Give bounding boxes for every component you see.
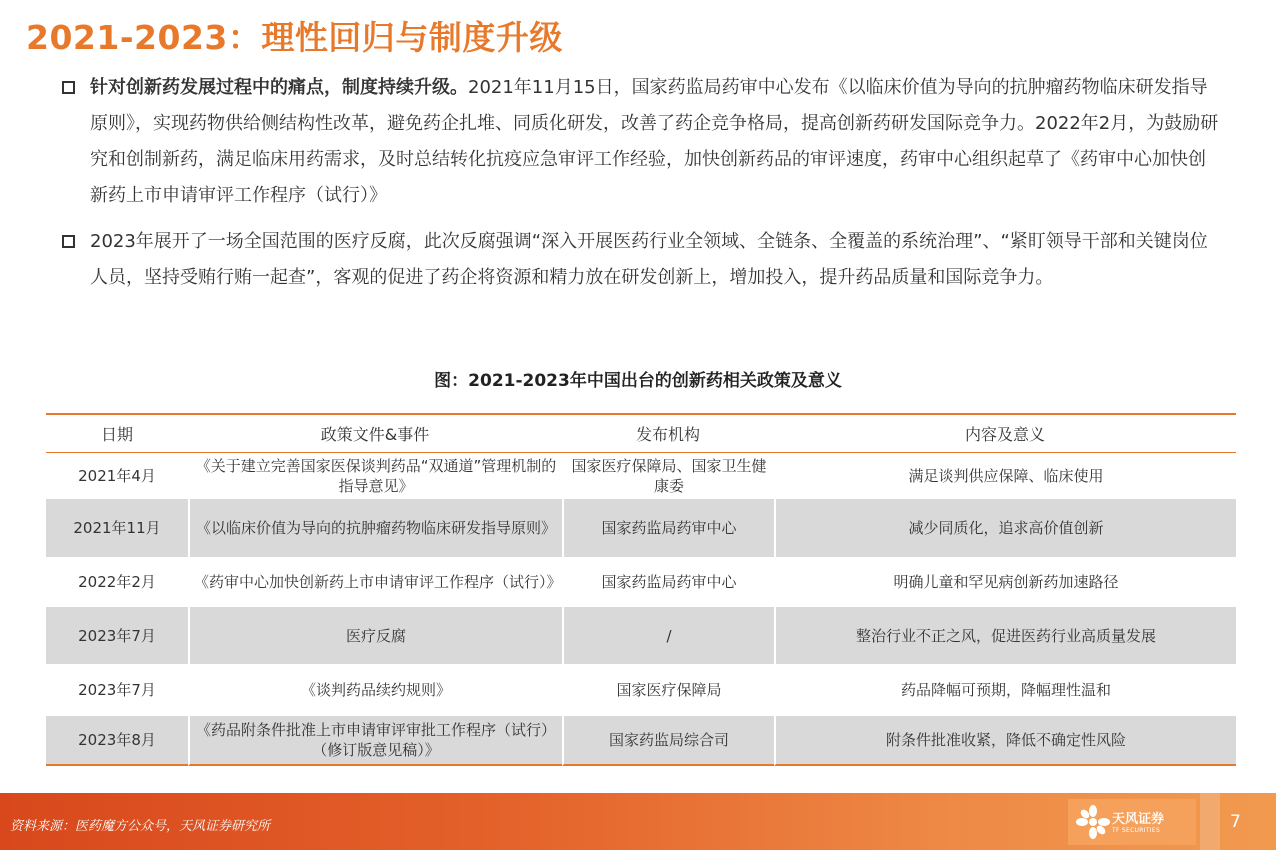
company-logo <box>1068 799 1196 845</box>
logo-text-cn: 天风证券 <box>1112 812 1165 827</box>
cell-policy: 《以临床价值为导向的抗肿瘤药物临床研发指导原则》 <box>188 499 562 557</box>
cell-issuer: 国家药监局药审中心 <box>562 557 774 607</box>
header-policy: 政策文件&事件 <box>188 413 562 453</box>
cell-significance: 整治行业不正之风，促进医药行业高质量发展 <box>774 607 1236 664</box>
cell-issuer: / <box>562 607 774 664</box>
bullet-list <box>60 70 1220 296</box>
footer-divider <box>1200 793 1220 850</box>
cell-date: 2021年11月 <box>46 499 188 557</box>
cell-policy: 《药审中心加快创新药上市申请审评工作程序（试行）》 <box>188 557 562 607</box>
cell-policy: 《药品附条件批准上市申请审评审批工作程序（试行）（修订版意见稿）》 <box>188 716 562 766</box>
figure-caption: 图：2021-2023年中国出台的创新药相关政策及意义 <box>434 371 842 391</box>
logo-text-en: TF SECURITIES <box>1112 827 1161 834</box>
cell-issuer: 国家医疗保障局 <box>562 664 774 716</box>
table-row <box>46 664 1236 716</box>
table-header-row <box>46 413 1236 453</box>
bullet-text: 2023年展开了一场全国范围的医疗反腐，此次反腐强调“深入开展医药行业全领域、全链条、全覆盖的系统治理”、“紧盯领导干部和关键岗位人员，坚持受贿行贿一起查”，客观的促进了药企将资源和精力放在研发创新上，增加投入，提升药品质量和国际竞争力。 <box>90 231 1208 288</box>
square-bullet-icon <box>62 235 75 248</box>
table-row <box>46 557 1236 607</box>
policy-table <box>46 413 1236 766</box>
flower-logo-icon <box>1076 805 1110 839</box>
header-significance: 内容及意义 <box>774 413 1236 453</box>
bullet-item <box>60 224 1220 296</box>
page-title: 2021-2023：理性回归与制度升级 <box>26 18 563 57</box>
table-row <box>46 716 1236 766</box>
table-row <box>46 453 1236 499</box>
cell-significance: 减少同质化，追求高价值创新 <box>774 499 1236 557</box>
cell-date: 2023年7月 <box>46 607 188 664</box>
table-row <box>46 607 1236 664</box>
header-date: 日期 <box>46 413 188 453</box>
cell-significance: 满足谈判供应保障、临床使用 <box>774 453 1236 499</box>
cell-policy: 《谈判药品续约规则》 <box>188 664 562 716</box>
cell-date: 2021年4月 <box>78 467 156 485</box>
cell-significance: 明确儿童和罕见病创新药加速路径 <box>774 557 1236 607</box>
bullet-lead: 针对创新药发展过程中的痛点，制度持续升级。 <box>90 77 468 98</box>
cell-policy: 医疗反腐 <box>188 607 562 664</box>
cell-issuer: 国家药监局综合司 <box>562 716 774 766</box>
cell-date: 2023年8月 <box>46 716 188 766</box>
footer-bar <box>0 793 1276 850</box>
cell-date: 2023年7月 <box>78 681 156 699</box>
table-row <box>46 499 1236 557</box>
cell-significance: 药品降幅可预期，降幅理性温和 <box>774 664 1236 716</box>
square-bullet-icon <box>62 81 75 94</box>
bullet-text: 2021年11月15日，国家药监局药审中心发布《以临床价值为导向的抗肿瘤药物临床研发指导原则》，实现药物供给侧结构性改革，避免药企扎堆、同质化研发，改善了药企竞争格局，提高创新药研发国际竞争力。2022年2月，为鼓励研究和创制新药，满足临床用药需求，及时总结转化抗疫应急审评工作经验，加快创新药品的审评速度，药审中心组织起草了《药审中心加快创新药上市申请审评工作程序（试行）》 <box>90 77 1219 206</box>
cell-significance: 附条件批准收紧，降低不确定性风险 <box>774 716 1236 766</box>
page-number: 7 <box>1230 812 1241 832</box>
header-issuer: 发布机构 <box>562 413 774 453</box>
bullet-item <box>60 70 1220 214</box>
cell-issuer: 国家药监局药审中心 <box>562 499 774 557</box>
cell-issuer: 国家医疗保障局、国家卫生健康委 <box>562 453 774 499</box>
cell-policy: 《关于建立完善国家医保谈判药品“双通道”管理机制的指导意见》 <box>188 453 562 499</box>
source-note: 资料来源：医药魔方公众号，天风证券研究所 <box>10 819 271 834</box>
cell-date: 2022年2月 <box>78 573 156 591</box>
